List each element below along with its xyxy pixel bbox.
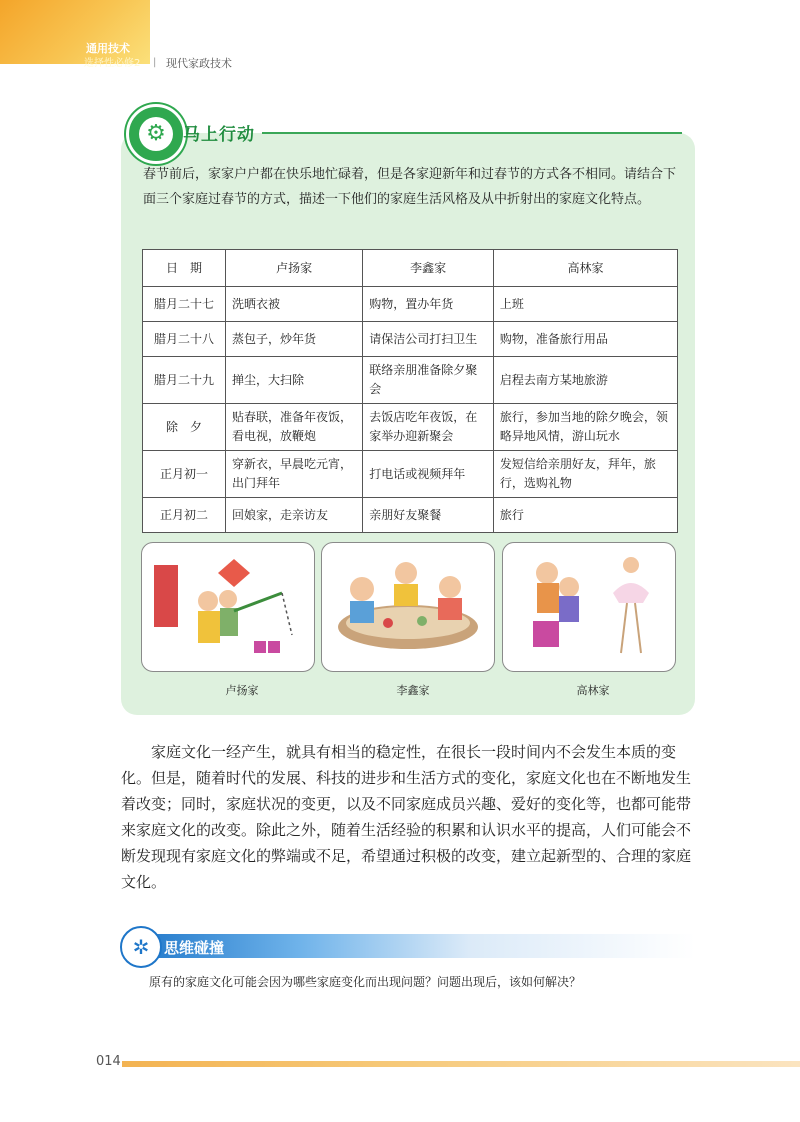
table-row xyxy=(143,322,678,357)
think-question: 原有的家庭文化可能会因为哪些家庭变化而出现问题？问题出现后，该如何解决？ xyxy=(149,975,582,989)
body-paragraph: 家庭文化一经产生，就具有相当的稳定性，在很长一段时间内不会发生本质的变化。但是，随着时代的发展、科技的进步和生活方式的变化，家庭文化也在不断地发生着改变；同时，家庭状况的变更，以及不同家庭成员兴趣、爱好的变化等，也都可能带来家庭文化的改变。除此之外，随着生活经验的积累和认识水平的提高，人们可能会不断发现现有家庭文化的弊端或不足，希望通过积极的改变，建立起新型的、合理的家庭文化。 xyxy=(121,743,692,891)
book-subtitle: 选择性必修2 xyxy=(84,58,141,69)
table-row xyxy=(143,287,678,322)
cell-lu: 洗晒衣被 xyxy=(226,287,363,322)
page-number: 014 xyxy=(96,1054,121,1069)
cell-lu: 蒸包子，炒年货 xyxy=(226,322,363,357)
cell-li: 去饭店吃年夜饭，在家举办迎新聚会 xyxy=(363,404,494,451)
header-gao: 高林家 xyxy=(493,250,677,287)
illustration-li-family xyxy=(321,542,495,672)
cell-gao: 上班 xyxy=(493,287,677,322)
cell-gao: 旅行，参加当地的除夕晚会，领略异地风情，游山玩水 xyxy=(493,404,677,451)
cell-date: 腊月二十九 xyxy=(143,357,226,404)
cell-gao: 旅行 xyxy=(493,498,677,533)
cell-li: 联络亲朋准备除夕聚会 xyxy=(363,357,494,404)
schedule-table xyxy=(142,249,678,533)
header-separator: | xyxy=(153,57,157,68)
gear-icon: ⚙ xyxy=(146,121,166,146)
cell-date: 除 夕 xyxy=(143,404,226,451)
table-row xyxy=(143,498,678,533)
travel-illustration xyxy=(503,543,675,671)
cell-lu: 回娘家，走亲访友 xyxy=(226,498,363,533)
cell-gao: 购物，准备旅行用品 xyxy=(493,322,677,357)
book-title: 通用技术 xyxy=(86,42,130,55)
footer-bar xyxy=(122,1061,800,1067)
cell-lu: 穿新衣，早晨吃元宵，出门拜年 xyxy=(226,451,363,498)
illustration-lu-family xyxy=(141,542,315,672)
table-row xyxy=(143,451,678,498)
activity-intro: 春节前后，家家户户都在快乐地忙碌着，但是各家迎新年和过春节的方式各不相同。请结合下面三个家庭过春节的方式，描述一下他们的家庭生活风格及从中折射出的家庭文化特点。 xyxy=(143,167,677,207)
cell-gao: 启程去南方某地旅游 xyxy=(493,357,677,404)
header-date: 日 期 xyxy=(143,250,226,287)
cell-date: 腊月二十八 xyxy=(143,322,226,357)
header-lu: 卢扬家 xyxy=(226,250,363,287)
table-row xyxy=(143,404,678,451)
caption-li: 李鑫家 xyxy=(396,684,430,697)
cell-date: 正月初一 xyxy=(143,451,226,498)
think-title: 思维碰撞 xyxy=(164,939,225,957)
cell-li: 请保洁公司打扫卫生 xyxy=(363,322,494,357)
caption-gao: 高林家 xyxy=(576,684,610,697)
cell-li: 购物，置办年货 xyxy=(363,287,494,322)
cell-lu: 贴春联，准备年夜饭，看电视，放鞭炮 xyxy=(226,404,363,451)
table-row xyxy=(143,357,678,404)
cell-lu: 掸尘，大扫除 xyxy=(226,357,363,404)
dinner-party-illustration xyxy=(322,543,494,671)
title-underline xyxy=(262,132,682,134)
activity-badge-icon xyxy=(126,104,186,164)
chapter-title: 现代家政技术 xyxy=(166,57,232,70)
illustration-gao-family xyxy=(502,542,676,672)
header-li: 李鑫家 xyxy=(363,250,494,287)
pinwheel-icon: ✲ xyxy=(120,926,162,968)
cell-li: 打电话或视频拜年 xyxy=(363,451,494,498)
cell-date: 正月初二 xyxy=(143,498,226,533)
cell-date: 腊月二十七 xyxy=(143,287,226,322)
activity-title: 马上行动 xyxy=(183,125,255,145)
table-header-row xyxy=(143,250,678,287)
caption-lu: 卢扬家 xyxy=(225,684,259,697)
cell-li: 亲朋好友聚餐 xyxy=(363,498,494,533)
cell-gao: 发短信给亲朋好友，拜年，旅行，选购礼物 xyxy=(493,451,677,498)
firecracker-illustration xyxy=(142,543,314,671)
